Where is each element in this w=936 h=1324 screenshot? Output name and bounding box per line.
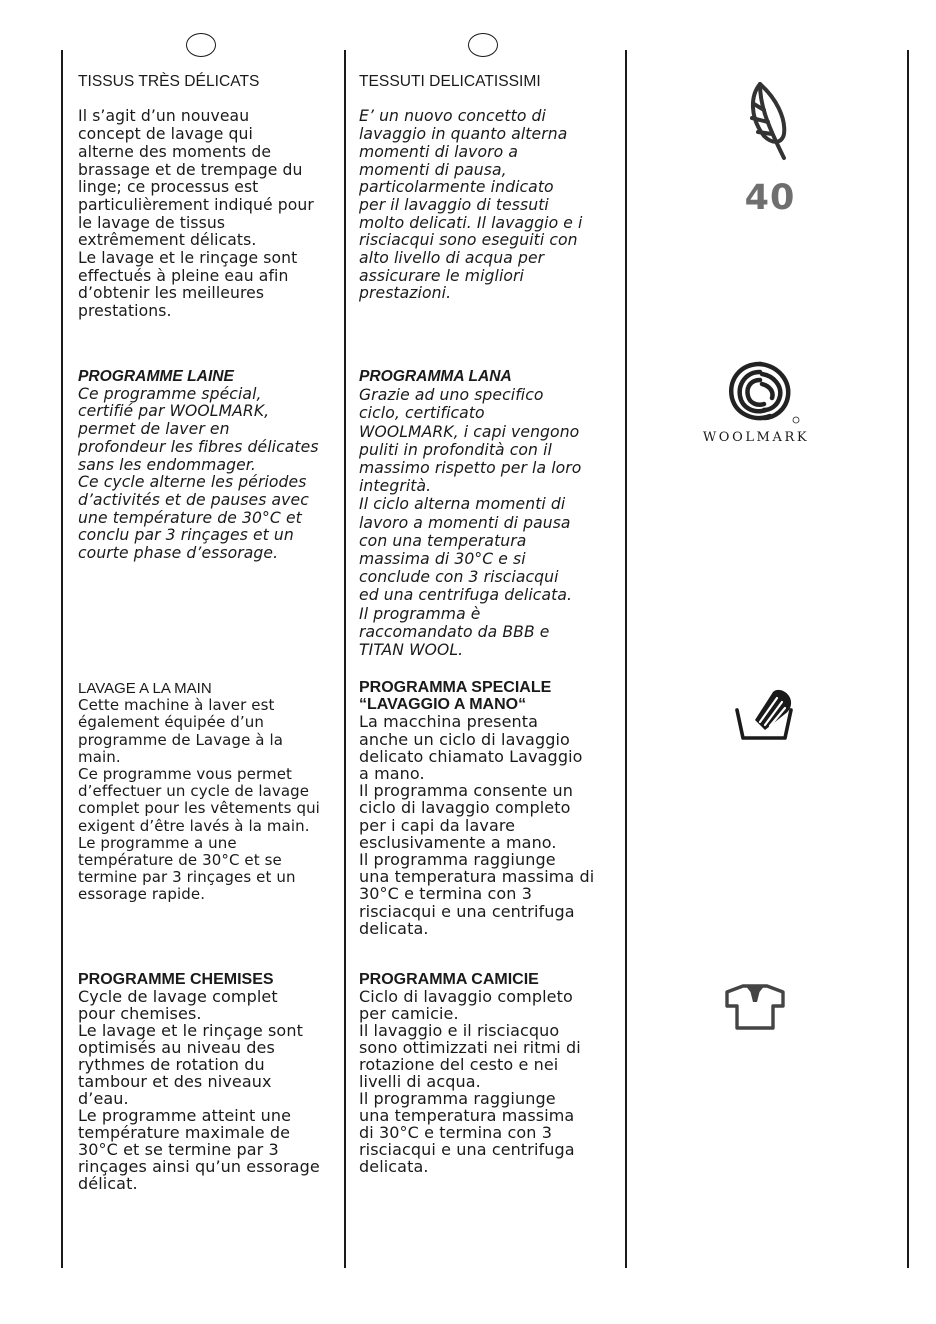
text-line: TITAN WOOL. xyxy=(359,641,464,660)
temperature-40-label: 40 xyxy=(744,178,796,218)
text-line: ciclo, certificato xyxy=(359,404,485,423)
text-line: per i capi da lavare xyxy=(359,815,516,835)
text-line: Cycle de lavage complet xyxy=(78,987,278,1006)
section-body xyxy=(359,713,621,937)
text-line: 30°C et se termine par 3 xyxy=(78,1140,279,1159)
text-line: La macchina presenta xyxy=(359,712,539,732)
text-line: permet de laver en xyxy=(78,420,230,439)
column-divider-right xyxy=(625,50,627,1268)
section-body xyxy=(78,386,340,563)
text-line: una temperatura massima di xyxy=(359,867,595,887)
text-line: Il lavaggio e il risciacquo xyxy=(359,1021,560,1040)
text-line: conclude con 3 risciacqui xyxy=(359,568,559,587)
text-line: tambour et des niveaux xyxy=(78,1072,272,1091)
text-line: sans les endommager. xyxy=(78,455,256,474)
text-line: Grazie ad uno specifico xyxy=(359,386,544,405)
woolmark-logo-icon xyxy=(720,358,800,426)
section-body xyxy=(78,988,340,1192)
text-line: prestations. xyxy=(78,302,172,321)
text-line: risciacqui e una centrifuga xyxy=(359,1140,575,1159)
text-line: brassage et de trempage du xyxy=(78,160,303,179)
text-line: puliti in profondità con il xyxy=(359,440,552,459)
text-line: a mano. xyxy=(359,764,425,784)
text-line: Il programma è xyxy=(359,604,481,623)
text-line: extrêmement délicats. xyxy=(78,231,257,250)
feather-icon xyxy=(742,78,798,162)
section-title: TESSUTI DELICATISSIMI xyxy=(359,73,541,90)
text-line: rinçages ainsi qu’un essorage xyxy=(78,1157,320,1176)
text-line: Le programme atteint une xyxy=(78,1106,292,1125)
fr-section-chemises xyxy=(78,971,340,1192)
language-flag-it xyxy=(468,33,498,57)
text-line: delicato chiamato Lavaggio xyxy=(359,746,583,766)
section-body xyxy=(359,108,621,303)
text-line: alterne des moments de xyxy=(78,142,272,161)
text-line: sono ottimizzati nei ritmi di xyxy=(359,1038,581,1057)
text-line: Cette machine à laver est xyxy=(78,696,275,715)
text-line: d’obtenir les meilleures xyxy=(78,284,265,303)
section-title-line: PROGRAMMA SPECIALE xyxy=(359,679,552,696)
text-line: température maximale de xyxy=(78,1123,291,1142)
text-line: livelli di acqua. xyxy=(359,1072,481,1091)
section-title: TISSUS TRÈS DÉLICATS xyxy=(78,73,260,90)
text-line: massima di 30°C e si xyxy=(359,550,526,569)
text-line: Le lavage et le rinçage sont xyxy=(78,1021,303,1040)
fr-section-lavage-main xyxy=(78,680,340,904)
text-line: 30°C e termina con 3 xyxy=(359,884,533,904)
section-title: PROGRAMME LAINE xyxy=(78,368,234,385)
section-title: PROGRAMMA CAMICIE xyxy=(359,971,539,988)
text-line: rythmes de rotation du xyxy=(78,1055,265,1074)
language-flag-fr xyxy=(186,33,216,57)
text-line: di 30°C e termina con 3 xyxy=(359,1123,553,1142)
text-line: le lavage de tissus xyxy=(78,213,226,232)
text-line: particolarmente indicato xyxy=(359,178,554,197)
text-line: ciclo di lavaggio completo xyxy=(359,798,571,818)
text-line: effectués à pleine eau afin xyxy=(78,266,289,285)
text-line: délicat. xyxy=(78,1174,138,1193)
text-line: per camicie. xyxy=(359,1004,459,1023)
text-line: Il s’agit d’un nouveau xyxy=(78,107,250,126)
text-line: delicata. xyxy=(359,918,429,938)
text-line: Le programme a une xyxy=(78,833,237,852)
text-line: momenti di pausa, xyxy=(359,160,507,179)
section-body xyxy=(78,697,340,903)
fr-section-laine xyxy=(78,368,340,563)
text-line: Il programma raggiunge xyxy=(359,850,556,870)
text-line: essorage rapide. xyxy=(78,885,206,904)
text-line: pour chemises. xyxy=(78,1004,202,1023)
text-line: exigent d’être lavés à la main. xyxy=(78,816,310,835)
text-line: Le lavage et le rinçage sont xyxy=(78,249,298,268)
column-divider-left xyxy=(61,50,63,1268)
text-line: esclusivamente a mano. xyxy=(359,832,557,852)
section-body xyxy=(359,386,621,659)
text-line: assicurare le migliori xyxy=(359,266,524,285)
text-line: complet pour les vêtements qui xyxy=(78,799,320,818)
text-line: massimo rispetto per la loro xyxy=(359,459,582,478)
text-line: delicata. xyxy=(359,1157,429,1176)
it-section-lavaggio-mano xyxy=(359,679,621,937)
text-line: Ce programme vous permet xyxy=(78,765,293,784)
text-line: particulièrement indiqué pour xyxy=(78,195,314,214)
text-line: linge; ce processus est xyxy=(78,178,259,197)
text-line: rotazione del cesto e nei xyxy=(359,1055,559,1074)
text-line: lavaggio in quanto alterna xyxy=(359,125,568,144)
text-line: Ce programme spécial, xyxy=(78,384,262,403)
column-divider-edge xyxy=(907,50,909,1268)
text-line: per il lavaggio di tessuti xyxy=(359,195,549,214)
text-line: integrità. xyxy=(359,477,432,496)
text-line: con una temperatura xyxy=(359,531,527,550)
text-line: d’activités et de pauses avec xyxy=(78,490,309,509)
section-body xyxy=(78,108,340,320)
text-line: risciacqui e una centrifuga xyxy=(359,901,575,921)
text-line: anche un ciclo di lavaggio xyxy=(359,729,570,749)
woolmark-wordmark: WOOLMARK xyxy=(702,430,810,445)
section-body xyxy=(359,988,621,1175)
section-title: PROGRAMMA LANA xyxy=(359,368,512,385)
text-line: d’effectuer un cycle de lavage xyxy=(78,782,310,801)
section-title: PROGRAMME CHEMISES xyxy=(78,971,274,988)
text-line: Il programma consente un xyxy=(359,781,573,801)
text-line: certifié par WOOLMARK, xyxy=(78,402,270,421)
text-line: conclu par 3 rinçages et un xyxy=(78,526,294,545)
text-line: ed una centrifuga delicata. xyxy=(359,586,573,605)
text-line: courte phase d’essorage. xyxy=(78,544,279,563)
text-line: d’eau. xyxy=(78,1089,129,1108)
text-line: termine par 3 rinçages et un xyxy=(78,868,296,887)
shirt-icon xyxy=(723,982,787,1032)
text-line: main. xyxy=(78,747,121,766)
text-line: una temperatura massima xyxy=(359,1106,575,1125)
text-line: concept de lavage qui xyxy=(78,125,253,144)
text-line: optimisés au niveau des xyxy=(78,1038,275,1057)
text-line: Il ciclo alterna momenti di xyxy=(359,495,566,514)
text-line: lavoro a momenti di pausa xyxy=(359,513,571,532)
text-line: profondeur les fibres délicates xyxy=(78,437,319,456)
text-line: Ciclo di lavaggio completo xyxy=(359,987,573,1006)
text-line: WOOLMARK, i capi vengono xyxy=(359,422,580,441)
text-line: alto livello di acqua per xyxy=(359,249,545,268)
text-line: raccomandato da BBB e xyxy=(359,622,550,641)
text-line: prestazioni. xyxy=(359,284,452,303)
text-line: molto delicati. Il lavaggio e i xyxy=(359,213,583,232)
text-line: Il programma raggiunge xyxy=(359,1089,556,1108)
fr-section-tres-delicats xyxy=(78,73,340,321)
it-section-camicie xyxy=(359,971,621,1175)
text-line: programme de Lavage à la xyxy=(78,730,284,749)
it-section-lana xyxy=(359,368,621,659)
section-title-line: “LAVAGGIO A MANO“ xyxy=(359,696,527,714)
text-line: E’ un nuovo concetto di xyxy=(359,107,546,126)
section-title: LAVAGE A LA MAIN xyxy=(78,680,212,697)
it-section-delicatissimi xyxy=(359,73,621,303)
text-line: Ce cycle alterne les périodes xyxy=(78,473,307,492)
text-line: également équipée d’un xyxy=(78,713,265,732)
column-divider-middle xyxy=(344,50,346,1268)
hand-wash-icon xyxy=(733,684,797,744)
text-line: risciacqui sono eseguiti con xyxy=(359,231,578,250)
text-line: température de 30°C et se xyxy=(78,851,282,870)
text-line: une température de 30°C et xyxy=(78,508,302,527)
text-line: momenti di lavoro a xyxy=(359,142,519,161)
